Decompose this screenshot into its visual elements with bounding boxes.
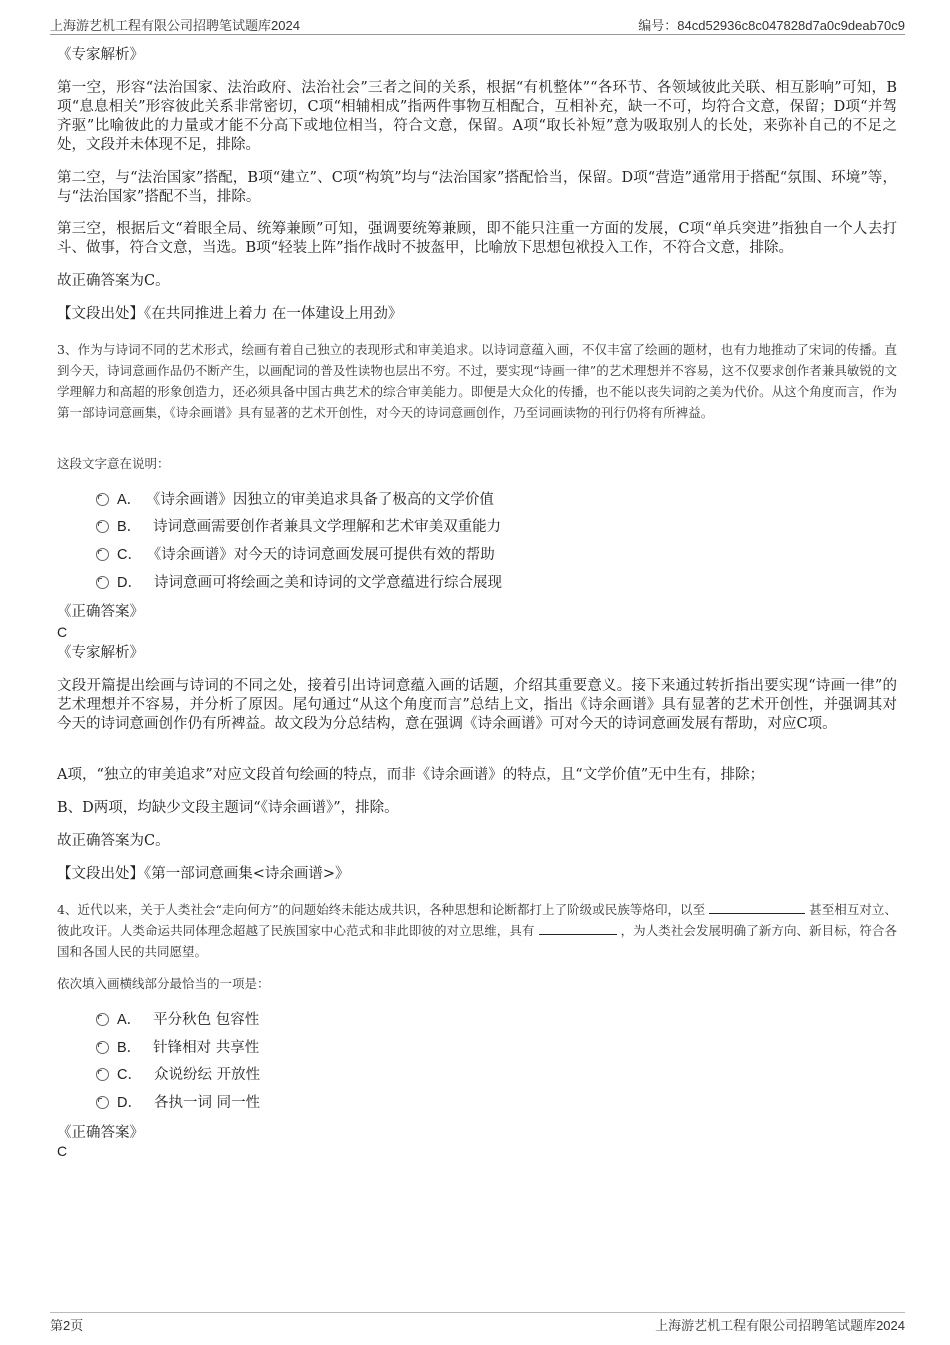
q3-analysis-para-2: A项，“独立的审美追求”对应文段首句绘画的特点，而非《诗余画谱》的特点，且“文学价值”无中生有，排除； <box>57 767 765 783</box>
q3-conclusion: 故正确答案为C。 <box>57 833 170 849</box>
q3-option-c[interactable]: C． 《诗余画谱》对今天的诗词意画发展可提供有效的帮助 <box>96 545 495 565</box>
q2-analysis-para-1: 第一空，形容“法治国家、法治政府、法治社会”三者之间的关系，根据“有机整体”“各环节、各领域彼此关联、相互影响”可知，B项“息息相关”形容彼此关系非常密切，C项“相辅相成”指两件事物互相配合，互相补充，缺一不可，均符合文意，保留；D项“并驾齐驱”比喻彼此的力量或才能不分高下或地位相当，符合文意，保留。A项“取长补短”意为吸取别人的长处，来弥补自己的不足之处，文段并未体现不足，排除。 <box>57 80 897 153</box>
radio-icon[interactable] <box>96 520 109 533</box>
q2-analysis-para-3: 第三空，根据后文“着眼全局、统筹兼顾”可知，强调要统筹兼顾，即不能只注重一方面的发展，C项“单兵突进”指独自一个人去打斗、做事，符合文意，当选。B项“轻装上阵”指作战时不披盔甲，比喻放下思想包袱投入工作，不符合文意，排除。 <box>57 221 897 256</box>
radio-icon[interactable] <box>96 1041 109 1054</box>
radio-icon[interactable] <box>96 548 109 561</box>
q3-source: 【文段出处】《第一部词意画集<诗余画谱>》 <box>57 866 350 882</box>
page-footer <box>50 1312 905 1335</box>
header-code: 编号：84cd52936c8c047828d7a0c9deab70c9 <box>638 18 905 33</box>
radio-icon[interactable] <box>96 1096 109 1109</box>
q3-answer-label: 《正确答案》 <box>57 604 144 620</box>
q2-analysis-label: 《专家解析》 <box>57 47 144 63</box>
q3-option-b[interactable]: B． 诗词意画需要创作者兼具文学理解和艺术审美双重能力 <box>96 517 501 537</box>
q4-option-d[interactable]: D． 各执一词 同一性 <box>96 1093 260 1113</box>
q3-option-a[interactable]: A． 《诗余画谱》因独立的审美追求具备了极高的文学价值 <box>96 490 494 510</box>
page-number: 第2页 <box>50 1318 84 1333</box>
q3-question: 这段文字意在说明： <box>57 456 170 471</box>
header-title: 上海游艺机工程有限公司招聘笔试题库2024 <box>50 18 300 33</box>
q2-source: 【文段出处】《在共同推进上着力 在一体建设上用劲》 <box>57 306 403 322</box>
q2-conclusion: 故正确答案为C。 <box>57 273 170 289</box>
radio-icon[interactable] <box>96 1068 109 1081</box>
radio-icon[interactable] <box>96 493 109 506</box>
q4-option-c[interactable]: C． 众说纷纭 开放性 <box>96 1065 260 1085</box>
radio-icon[interactable] <box>96 576 109 589</box>
q4-stem: 4、近代以来，关于人类社会“走向何方”的问题始终未能达成共识，各种思想和论断都打上了阶级或民族等烙印，以至 甚至相互对立、彼此攻讦。人类命运共同体理念超越了民族国家中心范式和非此即彼的对立思维，具有 ，为人类社会发展明确了新方向、新目标，符合各国和各国人民的共同愿望。 <box>57 902 897 959</box>
fill-blank-1 <box>709 900 805 914</box>
q4-question: 依次填入画横线部分最恰当的一项是： <box>57 976 270 991</box>
fill-blank-2 <box>539 921 617 935</box>
footer-title: 上海游艺机工程有限公司招聘笔试题库2024 <box>655 1318 905 1333</box>
radio-icon[interactable] <box>96 1013 109 1026</box>
q3-analysis-para-3: B、D两项，均缺少文段主题词“《诗余画谱》”，排除。 <box>57 800 399 816</box>
page-header <box>50 12 905 35</box>
q3-stem: 3、作为与诗词不同的艺术形式，绘画有着自己独立的表现形式和审美追求。以诗词意蕴入画，不仅丰富了绘画的题材，也有力地推动了宋词的传播。直到今天，诗词意画作品仍不断产生，以画配词的普及性读物也层出不穷。不过，要实现“诗画一律”的艺术理想并不容易，这不仅要求创作者兼具敏锐的文学理解力和高超的形象创造力，还必须具备中国古典艺术的综合审美能力。即便是大众化的传播，也不能以丧失词韵之美为代价。从这个角度而言，作为第一部诗词意画集，《诗余画谱》具有显著的艺术开创性，对今天的诗词意画创作，乃至词画读物的刊行仍将有所裨益。 <box>57 342 897 420</box>
q4-answer: C <box>57 1143 68 1159</box>
q4-answer-label: 《正确答案》 <box>57 1125 144 1141</box>
q3-analysis-para-1: 文段开篇提出绘画与诗词的不同之处，接着引出诗词意蕴入画的话题，介绍其重要意义。接下来通过转折指出要实现“诗画一律”的艺术理想并不容易，并分析了原因。尾句通过“从这个角度而言”总结上文，指出《诗余画谱》具有显著的艺术开创性，并强调其对今天的诗词意画创作仍有所裨益。故文段为分总结构，意在强调《诗余画谱》可对今天的诗词意画发展有帮助，对应C项。 <box>57 678 897 732</box>
q4-option-a[interactable]: A． 平分秋色 包容性 <box>96 1010 259 1030</box>
q3-option-d[interactable]: D． 诗词意画可将绘画之美和诗词的文学意蕴进行综合展现 <box>96 573 502 593</box>
q3-analysis-label: 《专家解析》 <box>57 645 144 661</box>
q4-option-b[interactable]: B． 针锋相对 共享性 <box>96 1038 259 1058</box>
q3-answer: C <box>57 624 68 640</box>
q2-analysis-para-2: 第二空，与“法治国家”搭配，B项“建立”、C项“构筑”均与“法治国家”搭配恰当，保留。D项“营造”通常用于搭配“氛围、环境”等，与“法治国家”搭配不当，排除。 <box>57 170 897 205</box>
